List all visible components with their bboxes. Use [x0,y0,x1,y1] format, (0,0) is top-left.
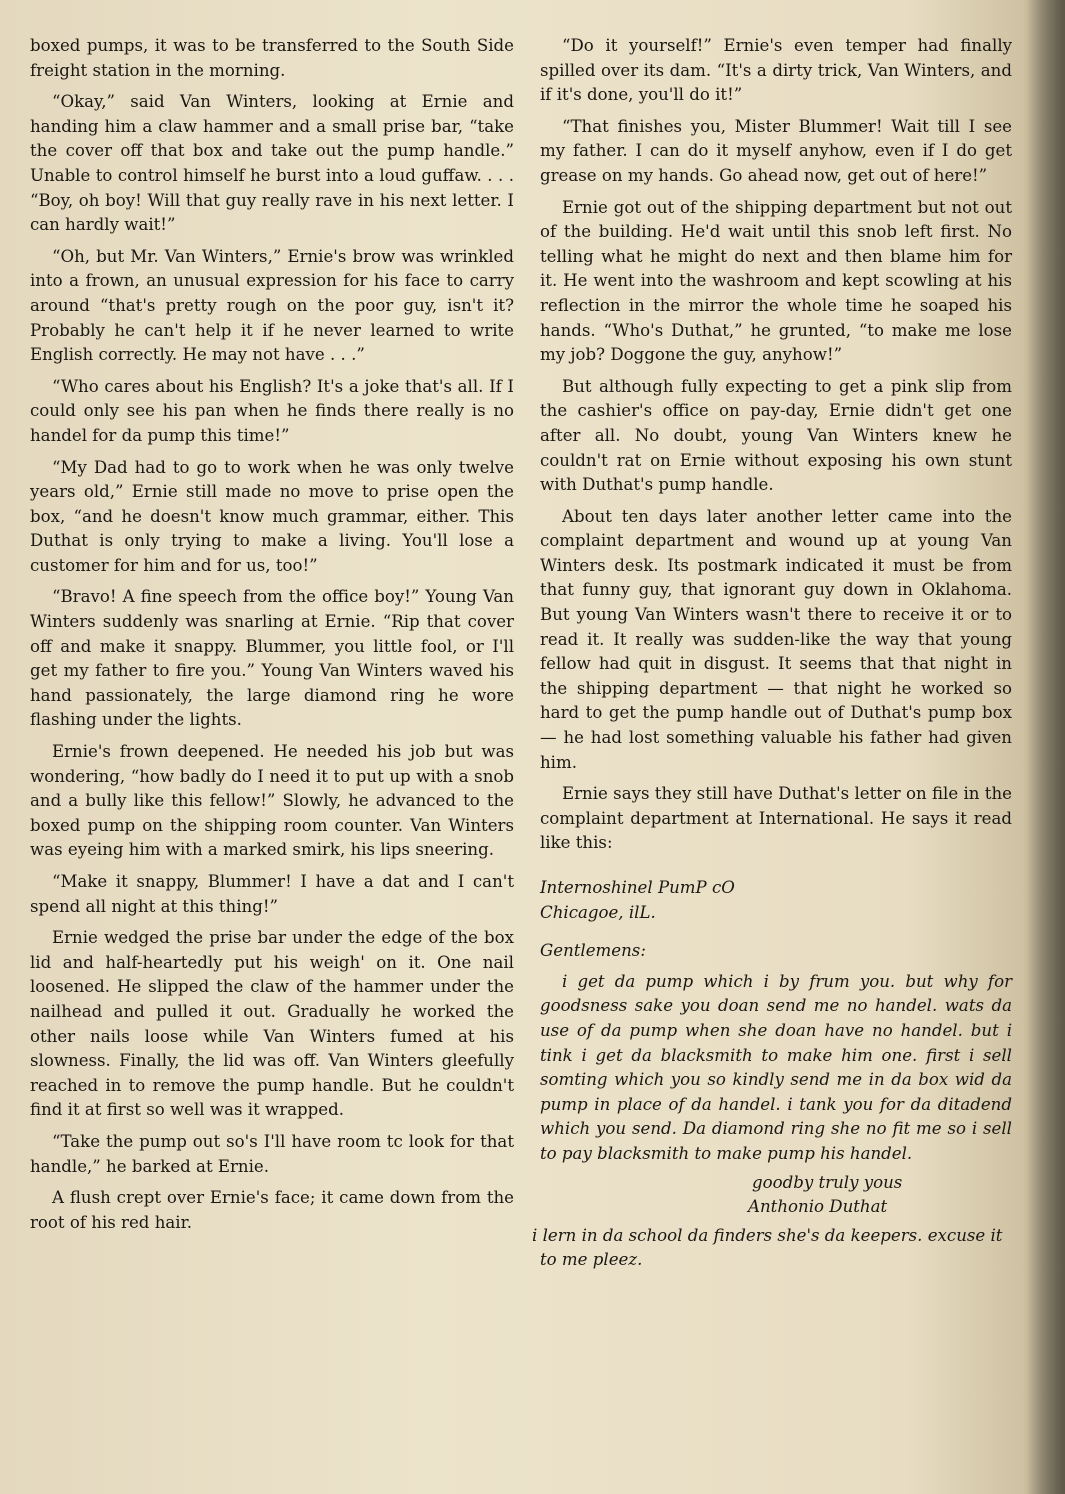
page-edge-shadow [1027,0,1065,1494]
letter-body: i get da pump which i by frum you. but why for goodsness sake you doan send me no handel. wats da use of da pump when she doan have no handel. but i tink i get da blacksmith to make him one. first i sell somting which you so kindly send me in da box wid da pump in place of da handel. i tank you for da ditadend which you send. Da diamond ring she no fit me so i sell to pay blacksmith to make pump his handel. [540,971,1012,1163]
right-column [532,34,1012,1280]
left-column-paragraph: “My Dad had to go to work when he was only twelve years old,” Ernie still made no move to prise open the box, “and he doesn't know much grammar, either. This Duthat is only trying to make a living. You'll lose a customer for him and for us, too!” [30,457,514,575]
left-column-paragraph: “Take the pump out so's I'll have room tc look for that handle,” he barked at Ernie. [30,1131,514,1176]
right-column-paragraph: About ten days later another letter came into the complaint department and wound up at young Van Winters desk. Its postmark indicated it must be from that funny guy, that ignorant guy down in Oklahoma. But young Van Winters wasn't there to receive it or to read it. It really was sudden-like the way that young fellow had quit in disgust. It seems that that night in the shipping department — that night he worked so hard to get the pump handle out of Duthat's pump box — he had lost something valuable his father had given him. [540,506,1012,772]
left-column-paragraph: “Okay,” said Van Winters, looking at Ernie and handing him a claw hammer and a small prise bar, “take the cover off that box and take out the pump handle.” Unable to control himself he burst into a loud guffaw. . . . “Boy, oh boy! Will that guy really rave in his next letter. I can hardly wait!” [30,92,514,235]
letter-address-line1: Internoshinel PumP cO [540,878,735,897]
letter-closing: goodby truly yous [752,1172,903,1192]
letter-address-line2: Chicagoe, ilL. [540,902,656,922]
letter-salutation: Gentlemens: [540,941,646,961]
left-column-paragraph: boxed pumps, it was to be transferred to the South Side freight station in the morning. [30,36,514,80]
left-column-paragraph: “Who cares about his English? It's a joke that's all. If I could only see his pan when he finds there really is no handel for da pump this time!” [30,376,514,445]
left-column-paragraph: “Make it snappy, Blummer! I have a dat and I can't spend all night at this thing!” [30,872,514,916]
letter-postscript: i lern in da school da finders she's da keepers. excuse it to me pleez. [532,1225,1003,1270]
left-column-paragraph: “Oh, but Mr. Van Winters,” Ernie's brow was wrinkled into a frown, an unusual expression for his face to carry around “that's pretty rough on the poor guy, isn't it? Probably he can't help it if he never learned to write English correctly. He may not have . . .” [30,246,514,365]
left-column-paragraph: Ernie's frown deepened. He needed his job but was wondering, “how badly do I need it to put up with a snob and a bully like this fellow!” Slowly, he advanced to the boxed pump on the shipping room counter. Van Winters was eyeing him with a marked smirk, his lips sneering. [30,742,514,860]
left-column-paragraph: Ernie wedged the prise bar under the edge of the box lid and half-heartedly put his weigh' on it. One nail loosened. He slipped the claw of the hammer under the nailhead and pulled it out. Gradually he worked the other nails loose while Van Winters fumed at his slowness. Finally, the lid was off. Van Winters gleefully reached in to remove the pump handle. But he couldn't find it at first so well was it wrapped. [30,928,514,1120]
right-column-paragraph: “Do it yourself!” Ernie's even temper had finally spilled over its dam. “It's a dirty trick, Van Winters, and if it's done, you'll do it!” [540,36,1012,105]
right-column-paragraphs [540,34,1012,856]
duthat-letter [532,876,1012,1273]
left-column [30,34,514,1242]
left-column-paragraph: “Bravo! A fine speech from the office boy!” Young Van Winters suddenly was snarling at Ernie. “Rip that cover off and make it snappy. Blummer, you little fool, or I'll get my father to fire you.” Young Van Winters waved his hand passionately, the large diamond ring he wore flashing under the lights. [30,587,514,730]
right-column-paragraph: Ernie got out of the shipping department but not out of the building. He'd wait until this snob left first. No telling what he might do next and then blame him for it. He went into the washroom and kept scowling at his reflection in the mirror the whole time he soaped his hands. “Who's Duthat,” he grunted, “to make me lose my job? Doggone the guy, anyhow!” [540,197,1012,365]
right-column-paragraph: But although fully expecting to get a pink slip from the cashier's office on pay-day, Ernie didn't get one after all. No doubt, young Van Winters knew he couldn't rat on Ernie without exposing his own stunt with Duthat's pump handle. [540,376,1012,495]
left-column-paragraph: A flush crept over Ernie's face; it came down from the root of his red hair. [30,1188,514,1232]
right-column-paragraph: “That finishes you, Mister Blummer! Wait till I see my father. I can do it myself anyhow, even if I do get grease on my hands. Go ahead now, get out of here!” [540,116,1012,185]
right-column-paragraph: Ernie says they still have Duthat's letter on file in the complaint department at International. He says it read like this: [540,784,1012,853]
letter-signature: Anthonio Duthat [748,1197,888,1217]
